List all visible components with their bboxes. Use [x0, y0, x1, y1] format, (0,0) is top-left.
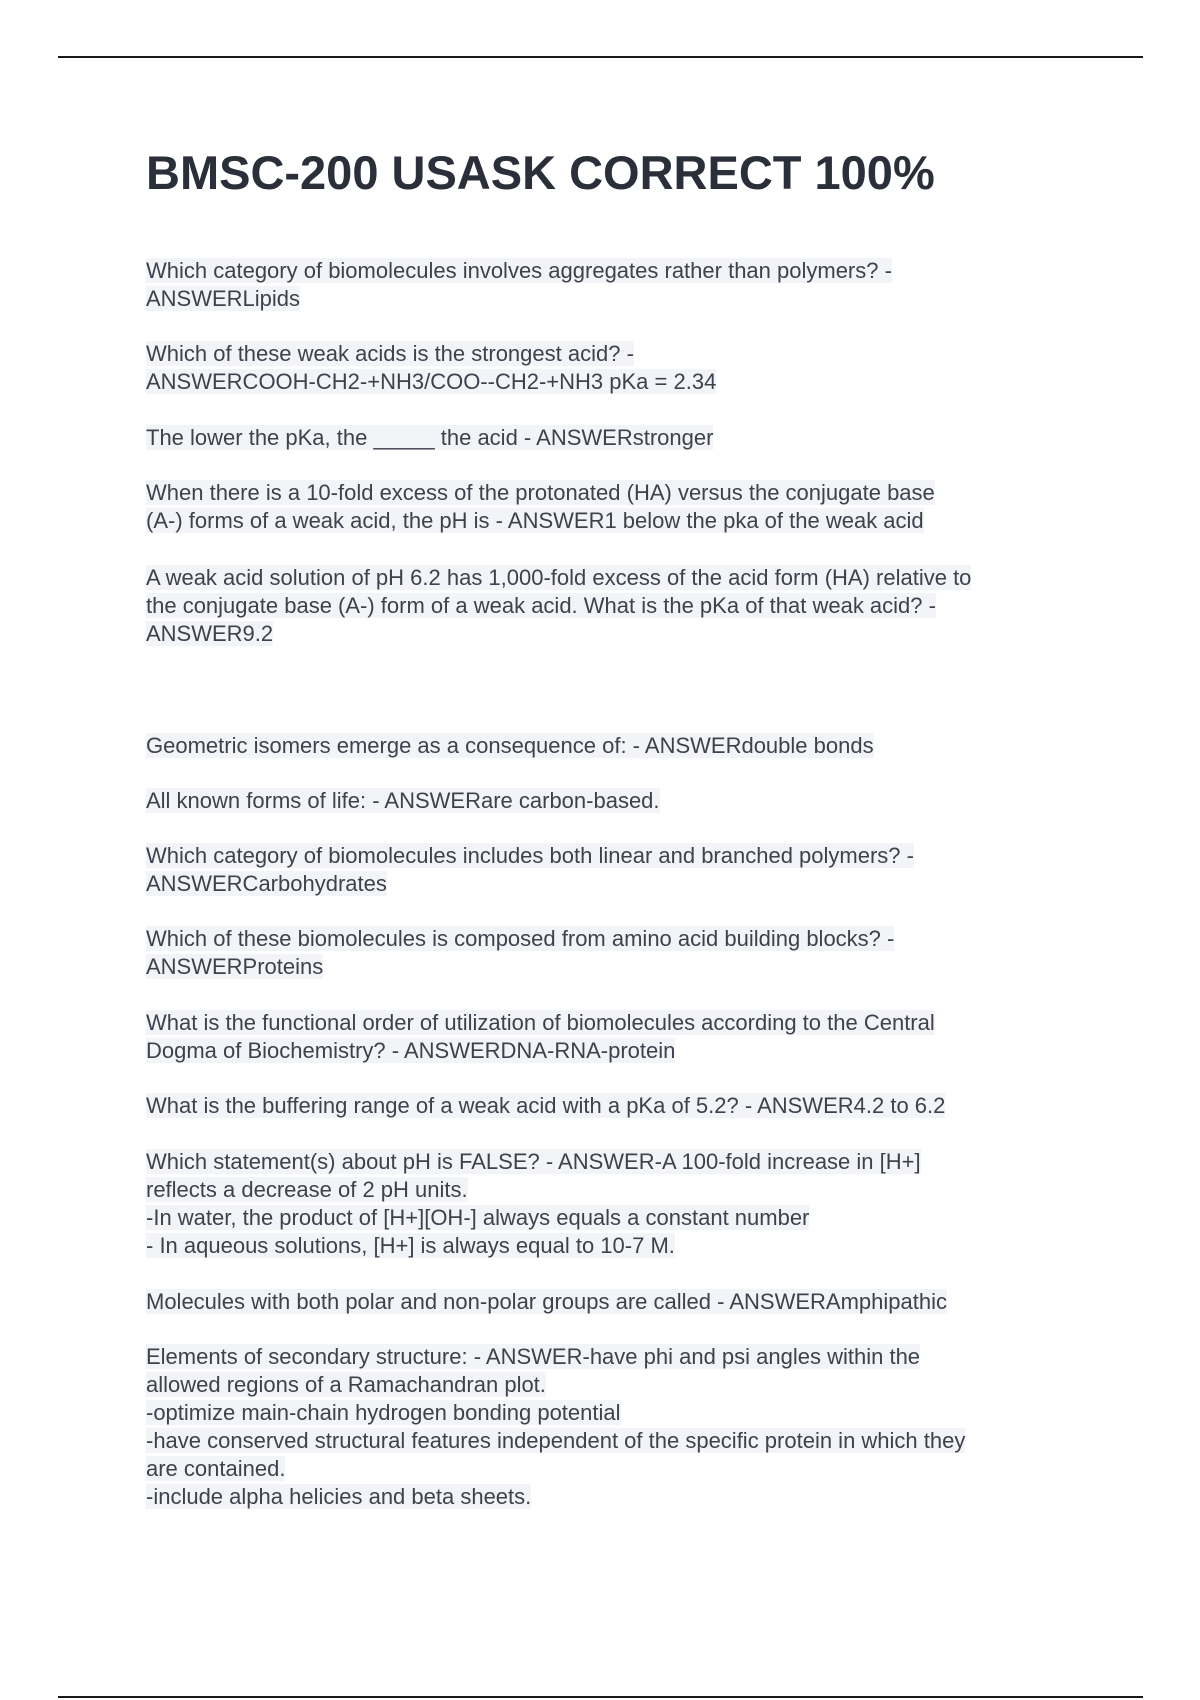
qa-line: Molecules with both polar and non-polar groups are called - ANSWERAmphipathic: [146, 1289, 947, 1314]
qa-line: Which of these biomolecules is composed from amino acid building blocks? -: [146, 926, 895, 951]
qa-item: [146, 787, 1066, 815]
qa-line: -include alpha helicies and beta sheets.: [146, 1484, 532, 1509]
qa-line: Elements of secondary structure: - ANSWER-have phi and psi angles within the: [146, 1344, 921, 1369]
qa-line: -optimize main-chain hydrogen bonding potential: [146, 1400, 621, 1425]
page-title: BMSC-200 USASK CORRECT 100%: [146, 146, 935, 199]
qa-item: [146, 1288, 1066, 1316]
qa-item: [146, 1009, 1066, 1065]
qa-line: When there is a 10-fold excess of the protonated (HA) versus the conjugate base: [146, 480, 935, 505]
qa-item: [146, 564, 1066, 648]
qa-line: What is the buffering range of a weak acid with a pKa of 5.2? - ANSWER4.2 to 6.2: [146, 1093, 946, 1118]
qa-line: ANSWERCarbohydrates: [146, 871, 387, 896]
qa-line: reflects a decrease of 2 pH units.: [146, 1177, 468, 1202]
qa-line: What is the functional order of utilization of biomolecules according to the Central: [146, 1010, 935, 1035]
qa-item: [146, 732, 1066, 760]
qa-item: [146, 479, 1066, 535]
qa-item: [146, 340, 1066, 396]
qa-line: All known forms of life: - ANSWERare carbon-based.: [146, 788, 660, 813]
qa-item: [146, 257, 1066, 313]
qa-line: ANSWERCOOH-CH2-+NH3/COO--CH2-+NH3 pKa = 2.34: [146, 369, 717, 394]
qa-line: Which statement(s) about pH is FALSE? - ANSWER-A 100-fold increase in [H+]: [146, 1149, 921, 1174]
qa-item: [146, 424, 1066, 452]
qa-line: The lower the pKa, the _____ the acid - ANSWERstronger: [146, 425, 714, 450]
qa-line: A weak acid solution of pH 6.2 has 1,000-fold excess of the acid form (HA) relative to: [146, 565, 972, 590]
qa-line: ANSWERProteins: [146, 954, 324, 979]
qa-line: allowed regions of a Ramachandran plot.: [146, 1372, 546, 1397]
qa-item: [146, 1092, 1066, 1120]
qa-line: (A-) forms of a weak acid, the pH is - ANSWER1 below the pka of the weak acid: [146, 508, 924, 533]
qa-item: [146, 842, 1066, 898]
qa-line: Geometric isomers emerge as a consequence of: - ANSWERdouble bonds: [146, 733, 874, 758]
qa-item: [146, 1148, 1066, 1260]
qa-line: are contained.: [146, 1456, 286, 1481]
qa-line: ANSWER9.2: [146, 621, 274, 646]
qa-line: Dogma of Biochemistry? - ANSWERDNA-RNA-protein: [146, 1038, 676, 1063]
qa-item: [146, 925, 1066, 981]
qa-line: the conjugate base (A-) form of a weak acid. What is the pKa of that weak acid? -: [146, 593, 936, 618]
qa-line: Which of these weak acids is the strongest acid? -: [146, 341, 634, 366]
bottom-rule: [58, 1696, 1143, 1698]
top-rule: [58, 56, 1143, 58]
qa-line: ANSWERLipids: [146, 286, 301, 311]
qa-line: -In water, the product of [H+][OH-] always equals a constant number: [146, 1205, 810, 1230]
qa-line: Which category of biomolecules involves aggregates rather than polymers? -: [146, 258, 892, 283]
qa-line: Which category of biomolecules includes both linear and branched polymers? -: [146, 843, 914, 868]
qa-line: -have conserved structural features independent of the specific protein in which they: [146, 1428, 966, 1453]
qa-item: [146, 1343, 1066, 1511]
qa-line: - In aqueous solutions, [H+] is always equal to 10-7 M.: [146, 1233, 675, 1258]
